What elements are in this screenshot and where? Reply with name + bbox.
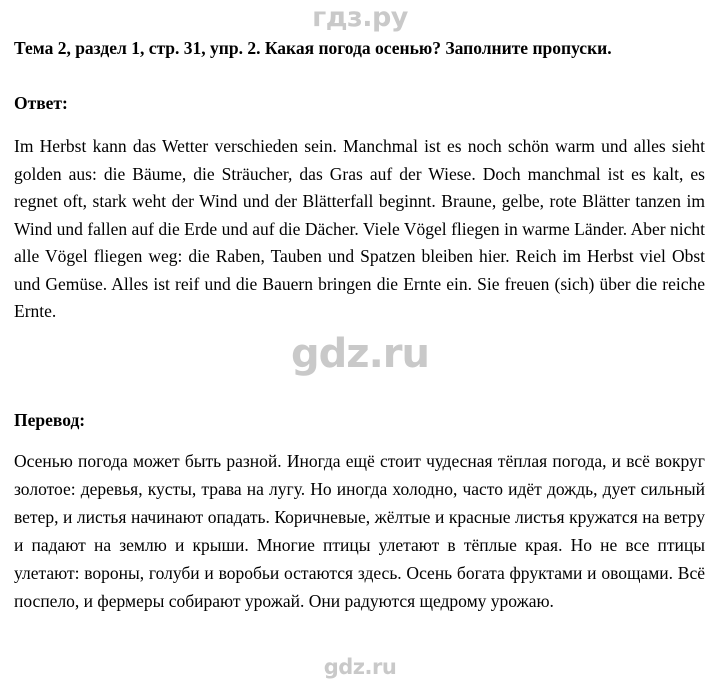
translation-text: Осенью погода может быть разной. Иногда ещё стоит чудесная тёплая погода, и всё вокруг золотое: деревья, кусты, трава на лугу. Но иногда холодно, часто идёт дождь, дует сильный ветер, и листья начинают опадать. Коричневые, жёлтые и красные листья кружатся на ветру и падают на землю и крыши. Многие птицы улетают в тёплые края. Но не все птицы улетают: вороны, голуби и воробьи остаются здесь. Осень богата фруктами и овощами. Всё поспело, и фермеры собирают урожай. Они радуются щедрому урожаю. bbox=[14, 451, 705, 611]
answer-body bbox=[14, 133, 706, 326]
translation-body bbox=[14, 447, 706, 615]
site-watermark-top: гдз.ру bbox=[312, 2, 408, 33]
site-watermark-bottom: gdz.ru bbox=[323, 655, 397, 679]
site-watermark-middle: gdz.ru bbox=[291, 331, 429, 377]
answer-section bbox=[14, 91, 706, 115]
document-content bbox=[14, 36, 706, 326]
task-title: Тема 2, раздел 1, стр. 31, упр. 2. Какая погода осенью? Заполните пропуски. bbox=[14, 38, 612, 58]
translation-label: Перевод: bbox=[14, 410, 86, 430]
translation-section bbox=[14, 408, 706, 432]
answer-label: Ответ: bbox=[14, 93, 68, 113]
answer-text: Im Herbst kann das Wetter verschieden sein. Manchmal ist es noch schön warm und alles sieht golden aus: die Bäume, die Sträucher, das Gras auf der Wiese. Doch manchmal ist es kalt, es regnet oft, stark weht der Wind und der Blätterfall beginnt. Braune, gelbe, rote Blätter tanzen im Wind und fallen auf die Erde und auf die Dächer. Viele Vögel fliegen in warme Länder. Aber nicht alle Vögel fliegen weg: die Raben, Tauben und Spatzen bleiben hier. Reich im Herbst viel Obst und Gemüse. Alles ist reif und die Bauern bringen die Ernte ein. Sie freuen (sich) über die reiche Ernte. bbox=[14, 136, 705, 321]
